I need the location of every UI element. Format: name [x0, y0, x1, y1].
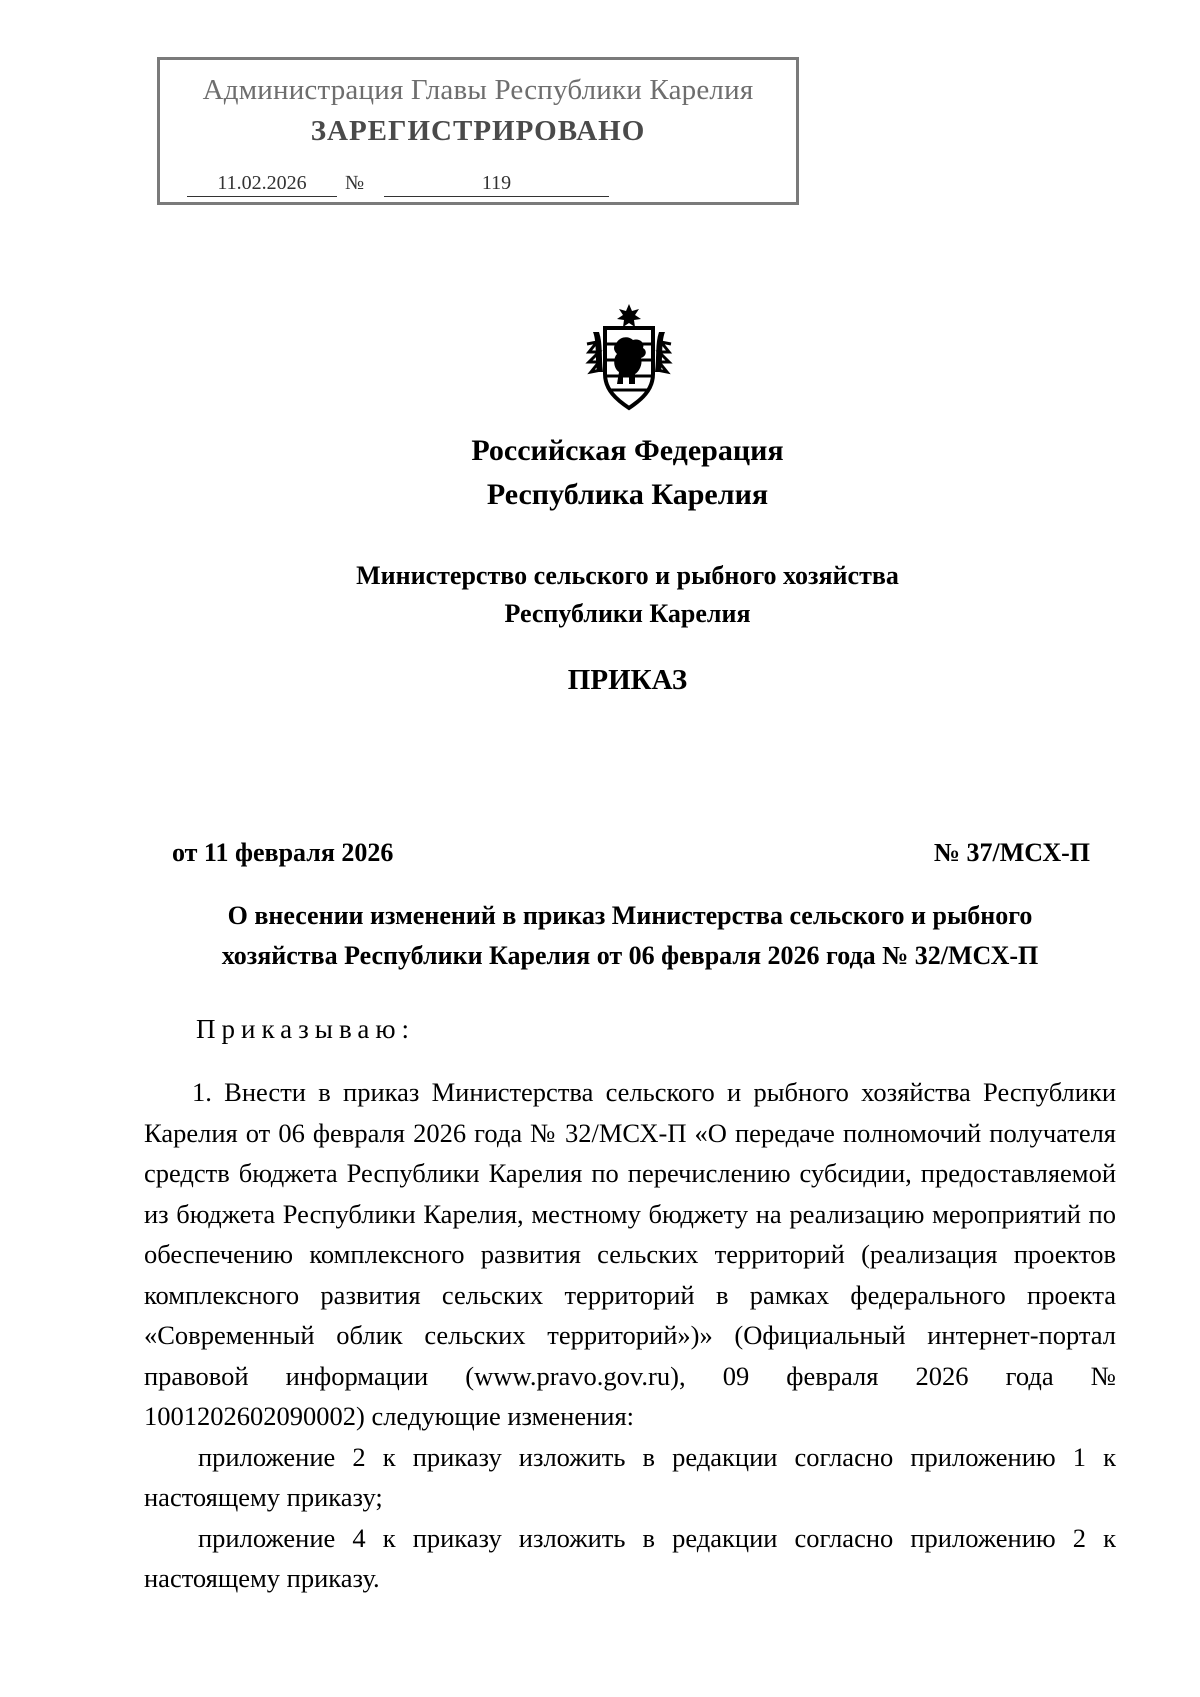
karelia-coat-of-arms-icon — [583, 302, 675, 412]
stamp-number-sign: № — [345, 172, 365, 194]
republic-name: Республика Карелия — [486, 478, 769, 511]
order-number: № 37/МСХ-П — [933, 838, 1090, 867]
order-subject — [145, 896, 1115, 976]
stamp-date: 11.02.2026 — [187, 170, 337, 197]
paragraph-1: 1. Внести в приказ Министерства сельского и рыбного хозяйства Республики Карелия от 06 февраля 2026 года № 32/МСХ-П «О передаче полномочий получателя средств бюджета Республики Карелия по перечислению субсидии, предоставляемой из бюджета Республики Карелия, местному бюджету на реализацию мероприятий по обеспечению комплексного развития сельских территорий (реализация проектов комплексного развития сельских территорий в рамках федерального проекта «Современный облик сельских территорий»)» (Официальный интернет-портал правовой информации (www.pravo.gov.ru), 09 февраля 2026 года № 1001202602090002) следующие изменения: — [144, 1077, 1116, 1431]
ministry-name — [0, 557, 1200, 633]
subject-line1: О внесении изменений в приказ Министерства сельского и рыбного — [227, 901, 1033, 930]
ministry-line1: Министерство сельского и рыбного хозяйства — [356, 561, 899, 590]
registration-stamp — [157, 57, 799, 205]
stamp-organization: Администрация Главы Республики Карелия — [202, 74, 754, 106]
stamp-number: 119 — [384, 170, 609, 197]
amendment-item-2: приложение 4 к приказу изложить в редакции согласно приложению 2 к настоящему приказу. — [144, 1522, 1116, 1593]
country-name: Российская Федерация — [471, 434, 784, 467]
command-word: Приказываю: — [196, 1014, 415, 1044]
amendment-item-1: приложение 2 к приказу изложить в редакции согласно приложению 1 к настоящему приказу; — [144, 1441, 1116, 1512]
document-type: ПРИКАЗ — [567, 664, 688, 696]
order-date: от 11 февраля 2026 — [172, 838, 394, 867]
order-body — [144, 1072, 1116, 1599]
ministry-line2: Республики Карелия — [504, 599, 751, 628]
subject-line2: хозяйства Республики Карелия от 06 февраля 2026 года № 32/МСХ-П — [221, 941, 1039, 970]
stamp-status: ЗАРЕГИСТРИРОВАНО — [310, 115, 646, 147]
header-country — [0, 429, 1200, 517]
